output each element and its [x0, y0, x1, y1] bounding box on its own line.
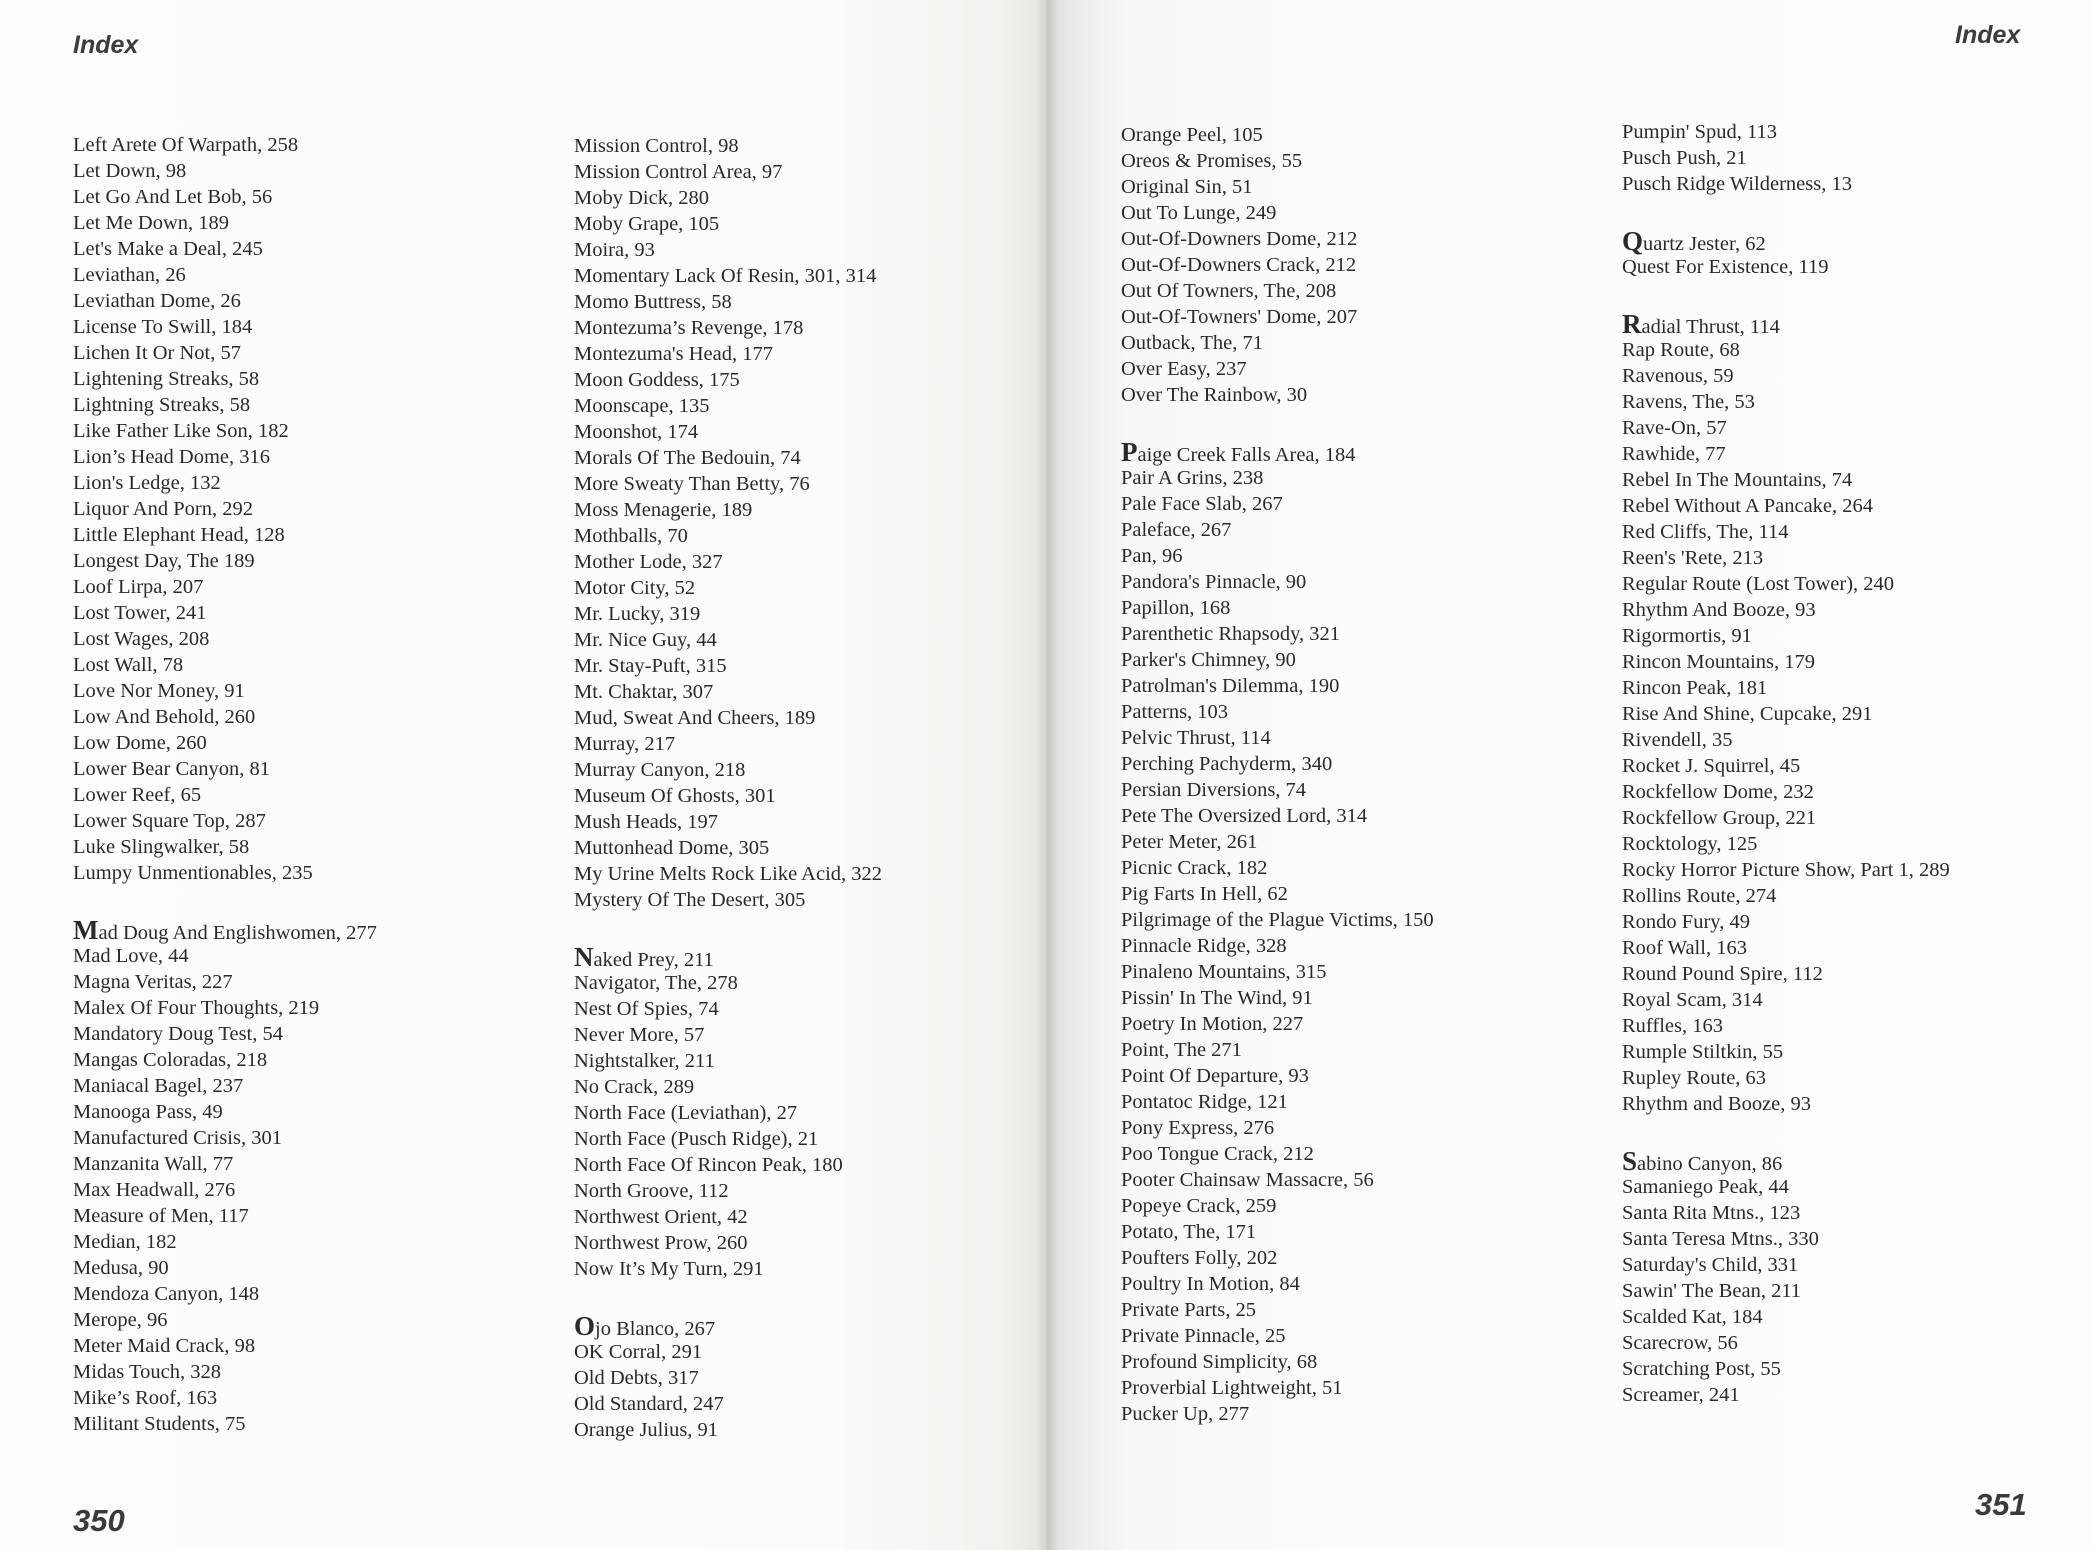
index-entry: North Groove, 112 — [574, 1180, 729, 1202]
index-entry: Over Easy, 237 — [1121, 358, 1247, 380]
index-entry: Out-Of-Downers Crack, 212 — [1121, 254, 1357, 276]
index-entry: Perching Pachyderm, 340 — [1121, 753, 1333, 775]
index-entry: Pale Face Slab, 267 — [1121, 493, 1283, 515]
index-entry: Northwest Orient, 42 — [574, 1206, 748, 1228]
index-entry: Median, 182 — [73, 1231, 177, 1253]
index-entry: OK Corral, 291 — [574, 1341, 703, 1363]
index-entry: Let Down, 98 — [73, 160, 187, 182]
index-entry: Lichen It Or Not, 57 — [73, 342, 241, 364]
index-entry: Mad Love, 44 — [73, 945, 189, 967]
index-entry: Peter Meter, 261 — [1121, 831, 1258, 853]
index-entry: Momentary Lack Of Resin, 301, 314 — [574, 265, 877, 287]
left-running-head: Index — [73, 31, 139, 59]
index-entry: Love Nor Money, 91 — [73, 680, 245, 702]
index-entry: Lightening Streaks, 58 — [73, 368, 260, 390]
index-entry: Rebel In The Mountains, 74 — [1622, 469, 1853, 491]
index-entry: Persian Diversions, 74 — [1121, 779, 1307, 801]
index-entry: Mission Control Area, 97 — [574, 161, 783, 183]
index-entry-letter-r: Radial Thrust, 114 — [1622, 309, 1780, 339]
index-entry: Muttonhead Dome, 305 — [574, 837, 770, 859]
index-entry: Poultry In Motion, 84 — [1121, 1273, 1300, 1295]
index-entry: Rocktology, 125 — [1622, 833, 1758, 855]
index-entry: Let Go And Let Bob, 56 — [73, 186, 273, 208]
index-entry: Lower Reef, 65 — [73, 784, 202, 806]
index-entry: Mud, Sweat And Cheers, 189 — [574, 707, 816, 729]
index-entry: Saturday's Child, 331 — [1622, 1254, 1799, 1276]
index-entry: Out-Of-Towners' Dome, 207 — [1121, 306, 1358, 328]
index-entry: Rockfellow Dome, 232 — [1622, 781, 1814, 803]
index-entry: Red Cliffs, The, 114 — [1622, 521, 1789, 543]
index-entry: Lost Tower, 241 — [73, 602, 207, 624]
index-entry: Moonscape, 135 — [574, 395, 710, 417]
index-entry: Pete The Oversized Lord, 314 — [1121, 805, 1368, 827]
index-column-4 — [1622, 119, 1950, 1408]
index-entry: Pilgrimage of the Plague Victims, 150 — [1121, 909, 1434, 931]
index-entry: Never More, 57 — [574, 1024, 705, 1046]
index-entry: Rupley Route, 63 — [1622, 1067, 1767, 1089]
index-entry: Over The Rainbow, 30 — [1121, 384, 1308, 406]
index-entry: Moby Grape, 105 — [574, 213, 720, 235]
index-entry: Rhythm and Booze, 93 — [1622, 1093, 1812, 1115]
index-entry: Max Headwall, 276 — [73, 1179, 236, 1201]
index-entry: Scalded Kat, 184 — [1622, 1306, 1763, 1328]
index-entry: Patrolman's Dilemma, 190 — [1121, 675, 1340, 697]
index-entry: Orange Peel, 105 — [1121, 124, 1263, 146]
index-entry: Pair A Grins, 238 — [1121, 467, 1264, 489]
index-entry: Luke Slingwalker, 58 — [73, 836, 250, 858]
index-entry: Motor City, 52 — [574, 577, 696, 599]
index-entry: Merope, 96 — [73, 1309, 168, 1331]
index-entry: Old Debts, 317 — [574, 1367, 699, 1389]
index-entry: Pelvic Thrust, 114 — [1121, 727, 1271, 749]
index-entry: Malex Of Four Thoughts, 219 — [73, 997, 320, 1019]
index-entry: Lightning Streaks, 58 — [73, 394, 251, 416]
index-entry: Momo Buttress, 58 — [574, 291, 732, 313]
index-entry-letter-o: Ojo Blanco, 267 — [574, 1311, 716, 1341]
index-entry: Scarecrow, 56 — [1622, 1332, 1738, 1354]
index-entry: Pony Express, 276 — [1121, 1117, 1275, 1139]
index-entry: Out Of Towners, The, 208 — [1121, 280, 1337, 302]
index-entry: Lion’s Head Dome, 316 — [73, 446, 270, 468]
book-gutter-shadow — [1036, 0, 1058, 1550]
index-entry: North Face Of Rincon Peak, 180 — [574, 1154, 843, 1176]
index-entry-letter-p: Paige Creek Falls Area, 184 — [1121, 437, 1356, 467]
index-entry: Rebel Without A Pancake, 264 — [1622, 495, 1874, 517]
index-entry: Poo Tongue Crack, 212 — [1121, 1143, 1314, 1165]
index-entry: Rawhide, 77 — [1622, 443, 1726, 465]
index-entry: Liquor And Porn, 292 — [73, 498, 253, 520]
index-entry: Santa Teresa Mtns., 330 — [1622, 1228, 1819, 1250]
index-entry: Sawin' The Bean, 211 — [1622, 1280, 1802, 1302]
index-entry: Low Dome, 260 — [73, 732, 207, 754]
index-entry: Navigator, The, 278 — [574, 972, 738, 994]
index-entry: Rise And Shine, Cupcake, 291 — [1622, 703, 1873, 725]
index-entry: Poetry In Motion, 227 — [1121, 1013, 1304, 1035]
index-entry: Samaniego Peak, 44 — [1622, 1176, 1789, 1198]
index-entry: Loof Lirpa, 207 — [73, 576, 204, 598]
index-entry: Little Elephant Head, 128 — [73, 524, 285, 546]
index-entry: Mandatory Doug Test, 54 — [73, 1023, 283, 1045]
index-entry: Mangas Coloradas, 218 — [73, 1049, 268, 1071]
index-entry: Mike’s Roof, 163 — [73, 1387, 218, 1409]
index-entry: Moira, 93 — [574, 239, 655, 261]
index-entry: Patterns, 103 — [1121, 701, 1229, 723]
index-entry-letter-m: Mad Doug And Englishwomen, 277 — [73, 915, 377, 945]
index-entry-letter-s: Sabino Canyon, 86 — [1622, 1146, 1783, 1176]
index-entry: Lower Bear Canyon, 81 — [73, 758, 270, 780]
index-entry: Manufactured Crisis, 301 — [73, 1127, 282, 1149]
index-entry: Pinnacle Ridge, 328 — [1121, 935, 1287, 957]
index-entry: Picnic Crack, 182 — [1121, 857, 1268, 879]
right-page-number: 351 — [1975, 1487, 2027, 1522]
index-entry: Outback, The, 71 — [1121, 332, 1263, 354]
index-entry: Rhythm And Booze, 93 — [1622, 599, 1816, 621]
index-entry: Poufters Folly, 202 — [1121, 1247, 1278, 1269]
index-entry: Moon Goddess, 175 — [574, 369, 740, 391]
index-entry: Reen's 'Rete, 213 — [1622, 547, 1764, 569]
index-entry: Rincon Mountains, 179 — [1622, 651, 1816, 673]
index-entry: Rollins Route, 274 — [1622, 885, 1777, 907]
index-entry: Private Pinnacle, 25 — [1121, 1325, 1286, 1347]
index-entry: Proverbial Lightweight, 51 — [1121, 1377, 1343, 1399]
index-entry: Original Sin, 51 — [1121, 176, 1253, 198]
index-entry: Ravenous, 59 — [1622, 365, 1734, 387]
index-entry: Rap Route, 68 — [1622, 339, 1740, 361]
index-entry: Out To Lunge, 249 — [1121, 202, 1277, 224]
index-entry: Nightstalker, 211 — [574, 1050, 715, 1072]
index-entry: Pig Farts In Hell, 62 — [1121, 883, 1288, 905]
index-entry: Moby Dick, 280 — [574, 187, 709, 209]
index-entry: More Sweaty Than Betty, 76 — [574, 473, 810, 495]
index-entry: Mothballs, 70 — [574, 525, 688, 547]
index-entry: Roof Wall, 163 — [1622, 937, 1747, 959]
index-entry: Militant Students, 75 — [73, 1413, 246, 1435]
index-entry: Mother Lode, 327 — [574, 551, 723, 573]
index-entry: Pissin' In The Wind, 91 — [1121, 987, 1313, 1009]
index-entry: Mendoza Canyon, 148 — [73, 1283, 260, 1305]
index-entry: Rocket J. Squirrel, 45 — [1622, 755, 1801, 777]
index-entry: North Face (Pusch Ridge), 21 — [574, 1128, 819, 1150]
index-entry: Ruffles, 163 — [1622, 1015, 1723, 1037]
index-entry: Pusch Push, 21 — [1622, 147, 1747, 169]
index-entry: Point, The 271 — [1121, 1039, 1242, 1061]
index-entry: Mission Control, 98 — [574, 135, 739, 157]
index-entry: Manzanita Wall, 77 — [73, 1153, 234, 1175]
index-entry: Lumpy Unmentionables, 235 — [73, 862, 313, 884]
index-entry: Pan, 96 — [1121, 545, 1183, 567]
index-entry: Let Me Down, 189 — [73, 212, 230, 234]
left-page-number: 350 — [73, 1503, 125, 1538]
index-entry: Lion's Ledge, 132 — [73, 472, 221, 494]
index-entry: Rigormortis, 91 — [1622, 625, 1752, 647]
index-entry: Left Arete Of Warpath, 258 — [73, 134, 299, 156]
index-entry: Pusch Ridge Wilderness, 13 — [1622, 173, 1852, 195]
index-entry: Mystery Of The Desert, 305 — [574, 889, 806, 911]
index-entry: Pooter Chainsaw Massacre, 56 — [1121, 1169, 1374, 1191]
index-entry: Paleface, 267 — [1121, 519, 1232, 541]
index-entry: Rave-On, 57 — [1622, 417, 1727, 439]
index-entry: Leviathan Dome, 26 — [73, 290, 241, 312]
index-entry: Pucker Up, 277 — [1121, 1403, 1250, 1425]
index-entry: Popeye Crack, 259 — [1121, 1195, 1277, 1217]
index-entry: Let's Make a Deal, 245 — [73, 238, 263, 260]
index-entry: Rumple Stiltkin, 55 — [1622, 1041, 1784, 1063]
index-entry: Rincon Peak, 181 — [1622, 677, 1768, 699]
index-entry: Museum Of Ghosts, 301 — [574, 785, 776, 807]
index-entry: Parenthetic Rhapsody, 321 — [1121, 623, 1341, 645]
index-entry: Montezuma's Head, 177 — [574, 343, 773, 365]
index-entry: Now It’s My Turn, 291 — [574, 1258, 764, 1280]
index-entry: License To Swill, 184 — [73, 316, 253, 338]
index-entry: Pontatoc Ridge, 121 — [1121, 1091, 1288, 1113]
index-entry: Morals Of The Bedouin, 74 — [574, 447, 801, 469]
index-entry: My Urine Melts Rock Like Acid, 322 — [574, 863, 883, 885]
index-entry: Rondo Fury, 49 — [1622, 911, 1750, 933]
index-entry: Screamer, 241 — [1622, 1384, 1740, 1406]
index-entry: Papillon, 168 — [1121, 597, 1231, 619]
right-running-head: Index — [1955, 21, 2021, 49]
index-entry: Regular Route (Lost Tower), 240 — [1622, 573, 1895, 595]
index-entry: Mr. Lucky, 319 — [574, 603, 701, 625]
index-entry: Manooga Pass, 49 — [73, 1101, 223, 1123]
index-entry: No Crack, 289 — [574, 1076, 695, 1098]
index-entry: Nest Of Spies, 74 — [574, 998, 719, 1020]
right-page — [1046, 0, 2092, 1550]
index-column-2 — [574, 133, 882, 1443]
index-entry: Mr. Nice Guy, 44 — [574, 629, 717, 651]
index-entry: Leviathan, 26 — [73, 264, 186, 286]
index-entry: Longest Day, The 189 — [73, 550, 255, 572]
index-entry: Meter Maid Crack, 98 — [73, 1335, 256, 1357]
index-entry: Moss Menagerie, 189 — [574, 499, 753, 521]
index-entry: Parker's Chimney, 90 — [1121, 649, 1296, 671]
index-entry: Mush Heads, 197 — [574, 811, 719, 833]
index-entry: Midas Touch, 328 — [73, 1361, 221, 1383]
index-entry: Lost Wall, 78 — [73, 654, 184, 676]
index-entry: Pandora's Pinnacle, 90 — [1121, 571, 1307, 593]
index-entry: Pinaleno Mountains, 315 — [1121, 961, 1327, 983]
index-entry: Point Of Departure, 93 — [1121, 1065, 1309, 1087]
index-entry: Rivendell, 35 — [1622, 729, 1733, 751]
index-entry: Mt. Chaktar, 307 — [574, 681, 714, 703]
index-entry: Old Standard, 247 — [574, 1393, 724, 1415]
index-entry: Lost Wages, 208 — [73, 628, 210, 650]
index-entry: Round Pound Spire, 112 — [1622, 963, 1823, 985]
index-entry: North Face (Leviathan), 27 — [574, 1102, 798, 1124]
index-entry: Quest For Existence, 119 — [1622, 256, 1829, 278]
index-entry: Northwest Prow, 260 — [574, 1232, 748, 1254]
index-column-3 — [1121, 122, 1434, 1427]
index-entry: Mr. Stay-Puft, 315 — [574, 655, 727, 677]
index-entry: Oreos & Promises, 55 — [1121, 150, 1303, 172]
index-entry: Measure of Men, 117 — [73, 1205, 249, 1227]
index-entry: Rocky Horror Picture Show, Part 1, 289 — [1622, 859, 1950, 881]
index-entry: Orange Julius, 91 — [574, 1419, 719, 1441]
index-entry: Ravens, The, 53 — [1622, 391, 1755, 413]
index-entry: Magna Veritas, 227 — [73, 971, 233, 993]
index-entry: Potato, The, 171 — [1121, 1221, 1257, 1243]
index-column-1 — [73, 132, 377, 1437]
index-entry: Profound Simplicity, 68 — [1121, 1351, 1318, 1373]
index-entry: Montezuma’s Revenge, 178 — [574, 317, 804, 339]
index-entry: Low And Behold, 260 — [73, 706, 256, 728]
index-entry: Santa Rita Mtns., 123 — [1622, 1202, 1801, 1224]
index-entry: Royal Scam, 314 — [1622, 989, 1763, 1011]
index-entry: Pumpin' Spud, 113 — [1622, 121, 1778, 143]
index-entry: Lower Square Top, 287 — [73, 810, 266, 832]
index-entry-letter-q: Quartz Jester, 62 — [1622, 226, 1766, 256]
index-entry: Murray Canyon, 218 — [574, 759, 746, 781]
index-entry: Scratching Post, 55 — [1622, 1358, 1781, 1380]
index-entry: Rockfellow Group, 221 — [1622, 807, 1817, 829]
index-entry: Private Parts, 25 — [1121, 1299, 1256, 1321]
index-entry: Moonshot, 174 — [574, 421, 699, 443]
index-entry: Murray, 217 — [574, 733, 676, 755]
index-entry: Like Father Like Son, 182 — [73, 420, 289, 442]
index-entry: Medusa, 90 — [73, 1257, 169, 1279]
index-entry-letter-n: Naked Prey, 211 — [574, 942, 714, 972]
index-entry: Out-Of-Downers Dome, 212 — [1121, 228, 1358, 250]
index-entry: Maniacal Bagel, 237 — [73, 1075, 244, 1097]
